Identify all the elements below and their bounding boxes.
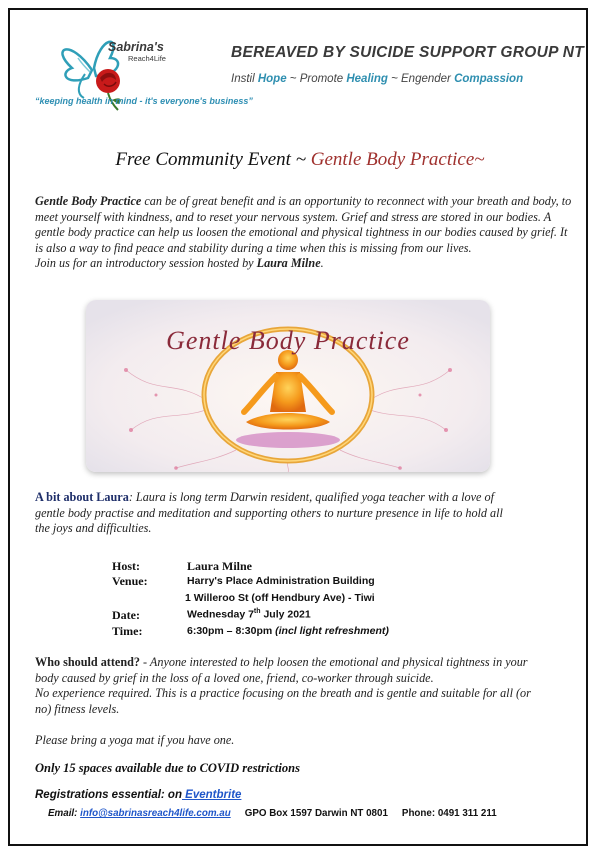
date-label: Date: <box>112 608 140 622</box>
venue-label: Venue: <box>112 574 148 588</box>
tagline-text: ~ Engender <box>387 73 455 85</box>
host-label: Host: <box>112 559 140 573</box>
tagline-hope: Hope <box>257 73 287 85</box>
contact-line <box>48 808 497 819</box>
about-paragraph <box>35 490 505 537</box>
attend-paragraph <box>35 655 535 717</box>
registration-line <box>35 789 241 801</box>
spaces-note: Only 15 spaces available due to COVID restrictions <box>35 761 300 775</box>
event-title-prefix: Free Community Event ~ <box>115 149 311 170</box>
email-link[interactable]: info@sabrinasreach4life.com.au <box>80 808 231 819</box>
tagline-compassion: Compassion <box>454 73 524 85</box>
date-value <box>187 608 311 621</box>
hero-image <box>86 300 490 472</box>
host-name: Laura Milne <box>256 256 321 270</box>
yoga-mat-note: Please bring a yoga mat if you have one. <box>35 733 235 747</box>
date-day: Wednesday 7 <box>187 608 254 621</box>
host-value: Laura Milne <box>187 559 252 573</box>
about-lead: A bit about Laura <box>35 490 129 504</box>
intro-paragraph <box>35 194 575 272</box>
eventbrite-link[interactable]: Eventbrite <box>181 789 242 801</box>
hero-caption: Gentle Body Practice <box>166 326 410 355</box>
tagline-text: Instil <box>231 73 258 85</box>
organisation-tagline <box>231 73 523 85</box>
time-note: (incl light refreshment) <box>275 625 389 637</box>
about-body: : Laura is long term Darwin resident, qualified yoga teacher with a love of gentle body practise and meditation and supporting others to nurture presence in life to hold all the joys and difficulties. <box>35 490 503 535</box>
logo-motto: “keeping health in mind - it's everyone's business” <box>35 96 253 106</box>
registration-label: Registrations essential: on <box>35 789 182 801</box>
event-title-accent: Gentle Body Practice~ <box>310 149 485 170</box>
date-suffix: th <box>253 608 261 615</box>
join-suffix: . <box>320 256 324 270</box>
time-label: Time: <box>112 624 143 638</box>
intro-lead: Gentle Body Practice <box>35 194 142 208</box>
brand-subtitle: Reach4Life <box>128 54 166 63</box>
venue-line-2: 1 Willeroo St (off Hendbury Ave) - Tiwi <box>185 592 375 604</box>
intro-body: can be of great benefit and is an opportunity to reconnect with your breath and body, to meet yourself with kindness, and to reset your nervous system. Grief and stress are stored in our bodies. A gentle body practice can help us loosen the emotional and physical tightness in our bodies caused by grief. It is also a way to find peace and stability during a time when this is missing from our lives. <box>35 194 572 255</box>
organisation-title: BEREAVED BY SUICIDE SUPPORT GROUP NT <box>231 44 585 61</box>
venue-line-1: Harry's Place Administration Building <box>187 575 375 587</box>
date-month-year: July 2021 <box>260 608 311 621</box>
brand-name: Sabrina's <box>108 40 164 54</box>
phone: Phone: 0491 311 211 <box>401 808 497 819</box>
attend-body: - Anyone interested to help loosen the emotional and physical tightness in your body caused by grief in the loss of a loved one, friend, co-worker through suicide. <box>35 655 528 685</box>
time-range: 6:30pm – 8:30pm <box>187 625 276 637</box>
email-label: Email: <box>48 808 81 819</box>
attend-line-2: No experience required. This is a practice focusing on the breath and is gentle and suitable for all (or no) fitness levels. <box>35 686 531 716</box>
po-box: GPO Box 1597 Darwin NT 0801 <box>244 808 388 819</box>
join-text: Join us for an introductory session hosted by <box>35 256 257 270</box>
time-value <box>187 625 389 637</box>
event-title <box>0 149 600 171</box>
tagline-healing: Healing <box>346 73 388 85</box>
tagline-text: ~ Promote <box>286 73 347 85</box>
attend-lead: Who should attend? <box>35 655 140 669</box>
